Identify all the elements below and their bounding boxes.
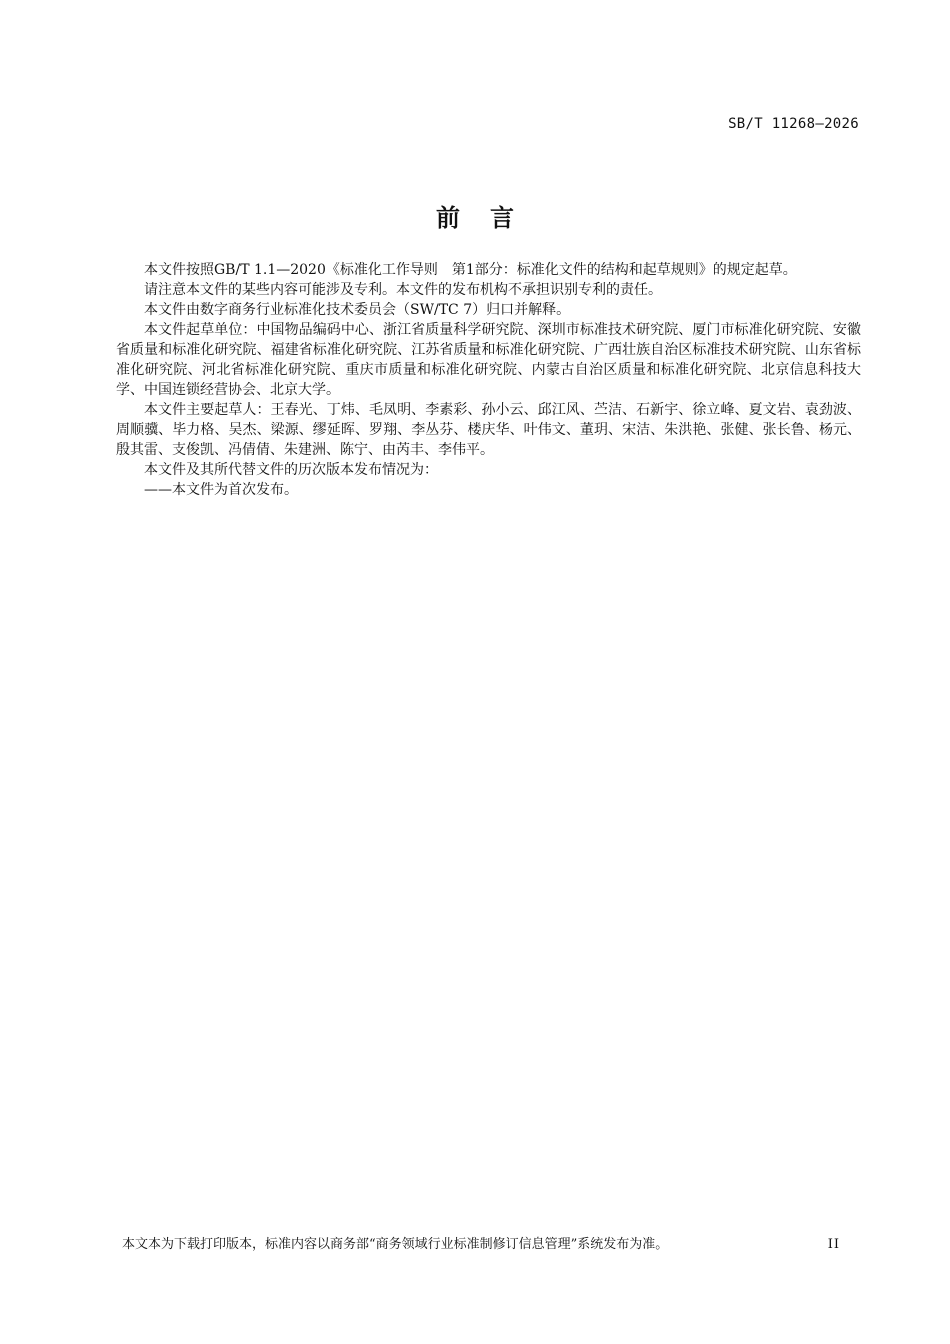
page-number: II <box>827 1237 840 1252</box>
paragraph-first-release: ——本文件为首次发布。 <box>144 482 298 498</box>
foreword-body <box>116 260 861 500</box>
paragraph-patent-notice: 请注意本文件的某些内容可能涉及专利。本文件的发布机构不承担识别专利的责任。 <box>144 282 662 298</box>
paragraph-version-history: 本文件及其所代替文件的历次版本发布情况为： <box>144 462 438 478</box>
document-code: SB/T 11268—2026 <box>728 116 859 132</box>
footer-note: 本文本为下载打印版本，标准内容以商务部“商务领域行业标准制修订信息管理”系统发布为准。 <box>122 1237 669 1252</box>
paragraph-drafting-units: 本文件起草单位：中国物品编码中心、浙江省质量科学研究院、深圳市标准技术研究院、厦门市标准化研究院、安徽省质量和标准化研究院、福建省标准化研究院、江苏省质量和标准化研究院、广西壮族自治区标准技术研究院、山东省标准化研究院、河北省标准化研究院、重庆市质量和标准化研究院、内蒙古自治区质量和标准化研究院、北京信息科技大学、中国连锁经营协会、北京大学。 <box>116 322 861 398</box>
paragraph-drafters: 本文件主要起草人：王春光、丁炜、毛凤明、李素彩、孙小云、邱江风、苎洁、石新宇、徐立峰、夏文岩、袁劲波、周顺骥、毕力格、吴杰、梁源、缪延晖、罗翔、李丛芬、楼庆华、叶伟文、董玥、宋洁、朱洪艳、张健、张长鲁、杨元、殷其雷、支俊凯、冯倩倩、朱建洲、陈宁、由芮丰、李伟平。 <box>116 402 861 458</box>
paragraph-drafting-rules: 本文件按照GB/T 1.1—2020《标准化工作导则 第1部分：标准化文件的结构和起草规则》的规定起草。 <box>144 262 797 278</box>
paragraph-committee: 本文件由数字商务行业标准化技术委员会（SW/TC 7）归口并解释。 <box>144 302 571 318</box>
page-title: 前言 <box>436 204 544 232</box>
